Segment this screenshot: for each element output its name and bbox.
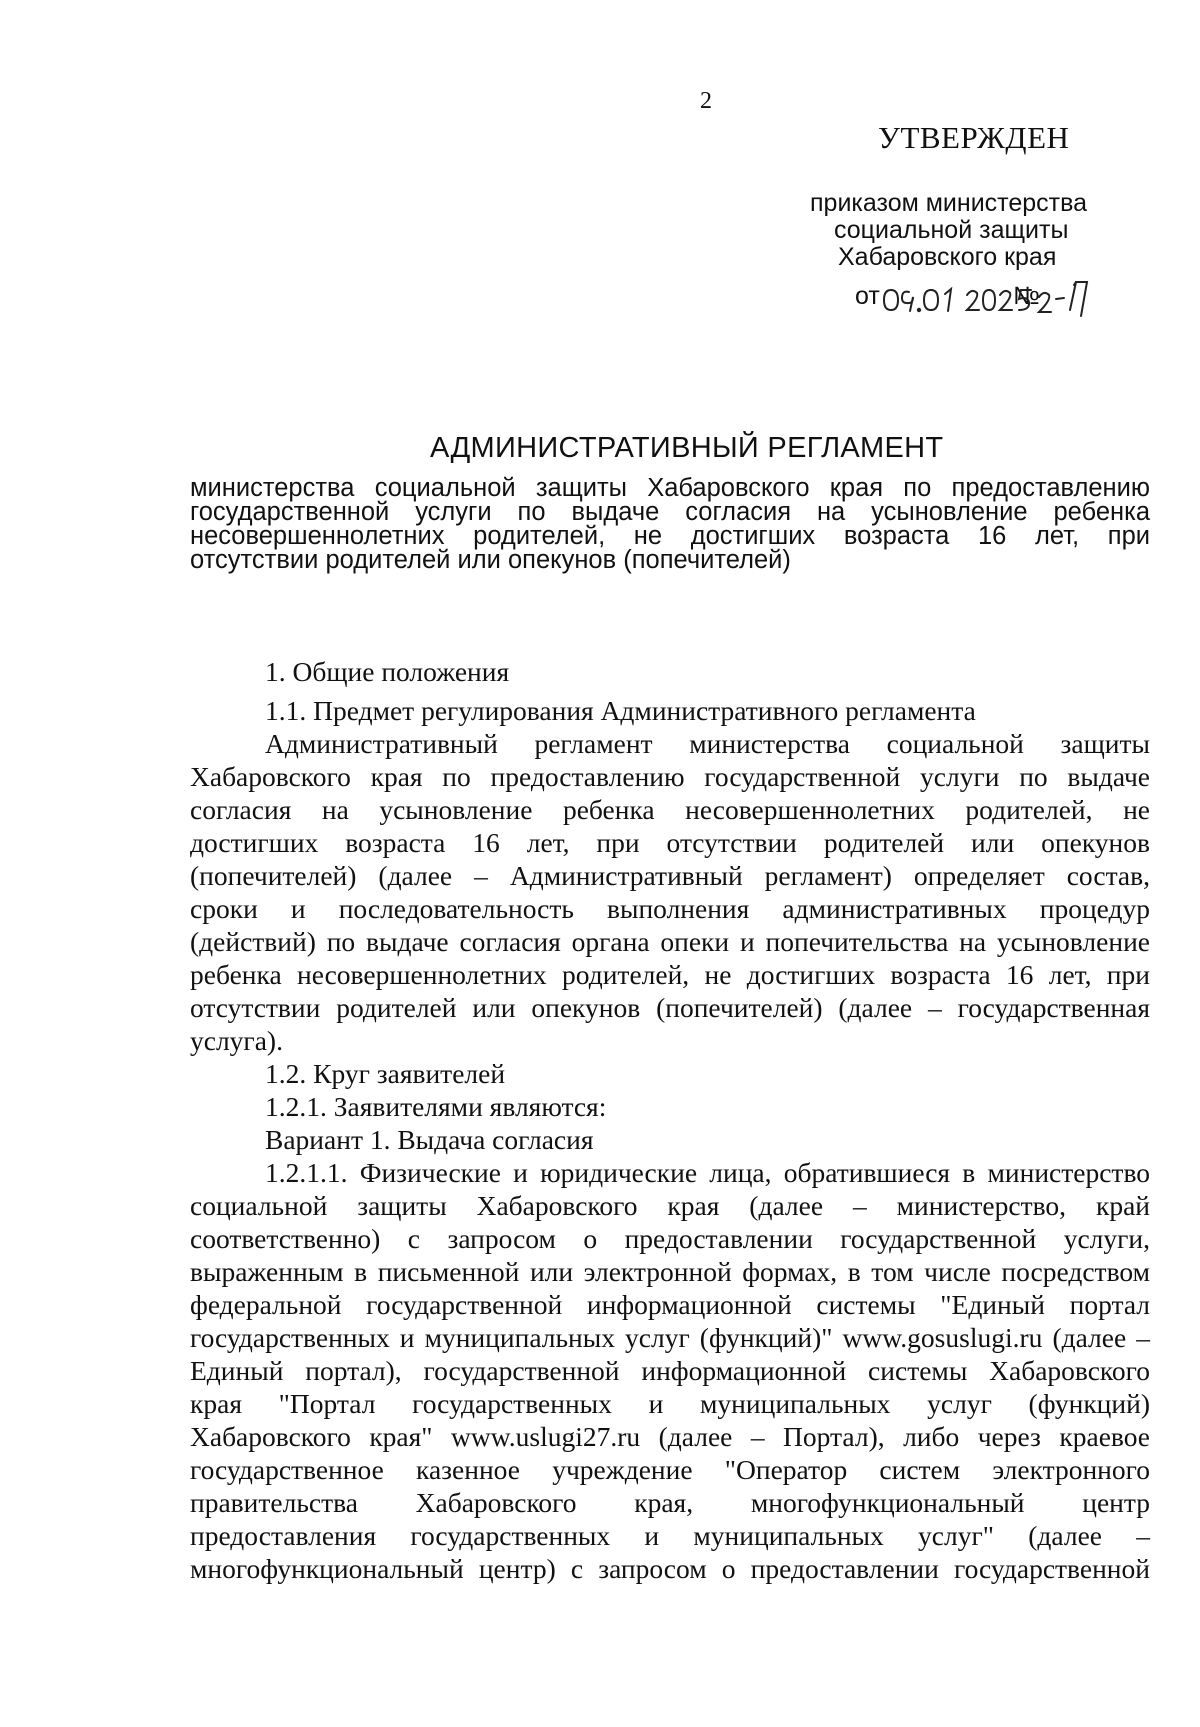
variant-heading: Вариант 1. Выдача согласия xyxy=(265,1124,594,1155)
handwritten-date-signature xyxy=(855,268,1155,328)
approval-text xyxy=(810,190,1150,271)
order-date-number xyxy=(855,268,1155,328)
page-number: 2 xyxy=(700,88,712,114)
paragraph-line: ребенка несовершеннолетних родителей, не достигших возраста 16 лет, при xyxy=(190,959,1150,990)
paragraph-line: края "Портал государственных и муниципальных услуг (функций) xyxy=(190,1388,1150,1419)
document-body xyxy=(190,655,1150,1585)
number-prefix: № xyxy=(1013,282,1040,310)
paragraph-line: достигших возраста 16 лет, при отсутствии родителей или опекунов xyxy=(190,827,1150,858)
subtitle-line: государственной услуги по выдаче согласия на усыновление ребенка xyxy=(190,498,1150,526)
subsection-heading: 1.2.1. Заявителями являются: xyxy=(265,1091,607,1122)
paragraph-line: 1.2.1.1. Физические и юридические лица, обратившиеся в министерство xyxy=(265,1157,1150,1188)
document-title: АДМИНИСТРАТИВНЫЙ РЕГЛАМЕНТ xyxy=(430,432,944,464)
subtitle-line: министерства социальной защиты Хабаровского края по предоставлению xyxy=(190,474,1150,502)
paragraph-line: отсутствии родителей или опекунов (попечителей) (далее – государственная xyxy=(190,992,1150,1023)
approval-line-1: приказом министерства xyxy=(810,189,1087,217)
approval-stamp xyxy=(810,120,1150,271)
paragraph-line: (действий) по выдаче согласия органа опеки и попечительства на усыновление xyxy=(190,926,1150,957)
paragraph-line: социальной защиты Хабаровского края (далее – министерство, край xyxy=(190,1190,1150,1221)
approval-line-2: социальной защиты xyxy=(834,216,1069,244)
paragraph-line: услуга). xyxy=(190,1025,283,1056)
approval-line-3: Хабаровского края xyxy=(838,243,1057,271)
paragraph-line: (попечителей) (далее – Административный регламент) определяет состав, xyxy=(190,860,1150,891)
approved-label: УТВЕРЖДЕН xyxy=(878,120,1070,155)
paragraph-line: Хабаровского края" www.uslugi27.ru (далее – Портал), либо через краевое xyxy=(190,1421,1150,1452)
paragraph-line: правительства Хабаровского края, многофункциональный центр xyxy=(190,1487,1150,1518)
document-subtitle xyxy=(190,476,1150,572)
section-heading: 1. Общие положения xyxy=(265,656,510,687)
subsection-heading: 1.1. Предмет регулирования Административного регламента xyxy=(265,695,976,726)
paragraph-line: многофункциональный центр) с запросом о предоставлении государственной xyxy=(190,1553,1150,1584)
paragraph-line: согласия на усыновление ребенка несовершеннолетних родителей, не xyxy=(190,794,1150,825)
paragraph-line: предоставления государственных и муниципальных услуг" (далее – xyxy=(190,1520,1150,1551)
paragraph-line: Единый портал), государственной информационной системы Хабаровского xyxy=(190,1355,1150,1386)
paragraph-line: выраженным в письменной или электронной формах, в том числе посредством xyxy=(190,1256,1150,1287)
subtitle-line: несовершеннолетних родителей, не достигших возраста 16 лет, при xyxy=(190,522,1150,550)
subtitle-line: отсутствии родителей или опекунов (попечителей) xyxy=(190,546,791,574)
paragraph-line: федеральной государственной информационной системы "Единый портал xyxy=(190,1289,1150,1320)
paragraph-line: государственное казенное учреждение "Оператор систем электронного xyxy=(190,1454,1150,1485)
paragraph-line: сроки и последовательность выполнения административных процедур xyxy=(190,893,1150,924)
date-prefix: от xyxy=(855,282,880,310)
paragraph-line: Административный регламент министерства социальной защиты xyxy=(265,728,1150,759)
paragraph-line: Хабаровского края по предоставлению государственной услуги по выдаче xyxy=(190,761,1150,792)
subsection-heading: 1.2. Круг заявителей xyxy=(265,1058,506,1089)
paragraph-line: государственных и муниципальных услуг (функций)" www.gosuslugi.ru (далее – xyxy=(190,1322,1150,1353)
paragraph-line: соответственно) с запросом о предоставлении государственной услуги, xyxy=(190,1223,1150,1254)
